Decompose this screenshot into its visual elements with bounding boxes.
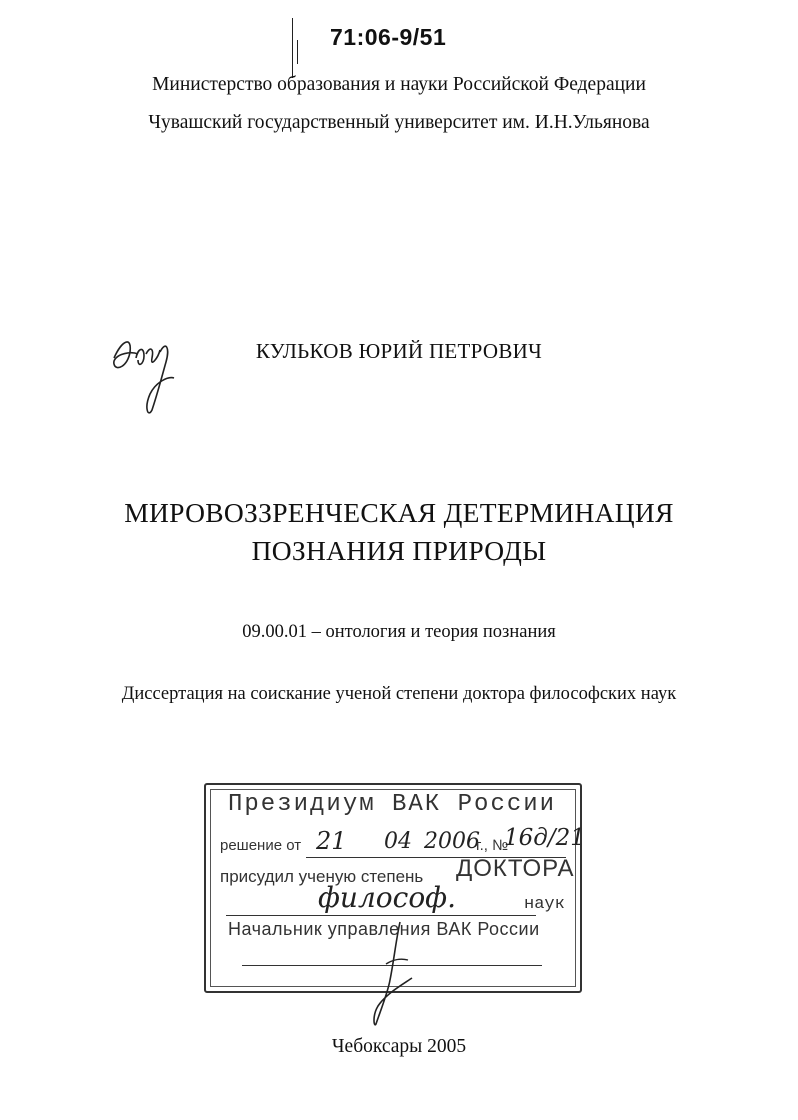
margin-line-short bbox=[297, 40, 298, 64]
university-line: Чувашский государственный университет им. И.Н.Ульянова bbox=[148, 112, 650, 133]
stamp-field-suffix: наук bbox=[524, 895, 565, 914]
stamp-signature bbox=[366, 920, 426, 1030]
stamp-awarded-prefix: присудил ученую степень bbox=[220, 867, 424, 886]
specialty-line: 09.00.01 – онтология и теория познания bbox=[242, 622, 556, 642]
stamp-decision-day: 21 bbox=[316, 827, 347, 855]
stamp-year-suffix: г., № bbox=[476, 837, 509, 854]
title-line-1: МИРОВОЗЗРЕНЧЕСКАЯ ДЕТЕРМИНАЦИЯ bbox=[124, 497, 674, 528]
stamp-decision-month: 04 bbox=[384, 829, 412, 854]
stamp-degree: ДОКТОРА bbox=[456, 855, 575, 882]
title-line-2: ПОЗНАНИЯ ПРИРОДЫ bbox=[251, 535, 547, 566]
archive-code: 71:06-9/51 bbox=[330, 24, 447, 50]
stamp-underline-2 bbox=[226, 915, 536, 916]
author-name: КУЛЬКОВ ЮРИЙ ПЕТРОВИЧ bbox=[255, 339, 543, 363]
stamp-field-handwritten: философ. bbox=[318, 881, 456, 914]
stamp-decision-prefix: решение от bbox=[220, 837, 302, 854]
stamp-chief: Начальник управления ВАК России bbox=[228, 919, 540, 939]
dissertation-line: Диссертация на соискание ученой степени доктора философских наук bbox=[121, 684, 677, 704]
margin-line bbox=[292, 18, 293, 78]
stamp-heading: Президиум ВАК России bbox=[228, 791, 557, 818]
stamp-decision-year: 2006 bbox=[424, 829, 480, 854]
ministry-line: Министерство образования и науки Российской Федерации bbox=[152, 74, 646, 95]
stamp-decision-number: 16д/21 bbox=[504, 825, 585, 851]
city-year: Чебоксары 2005 bbox=[331, 1036, 467, 1057]
